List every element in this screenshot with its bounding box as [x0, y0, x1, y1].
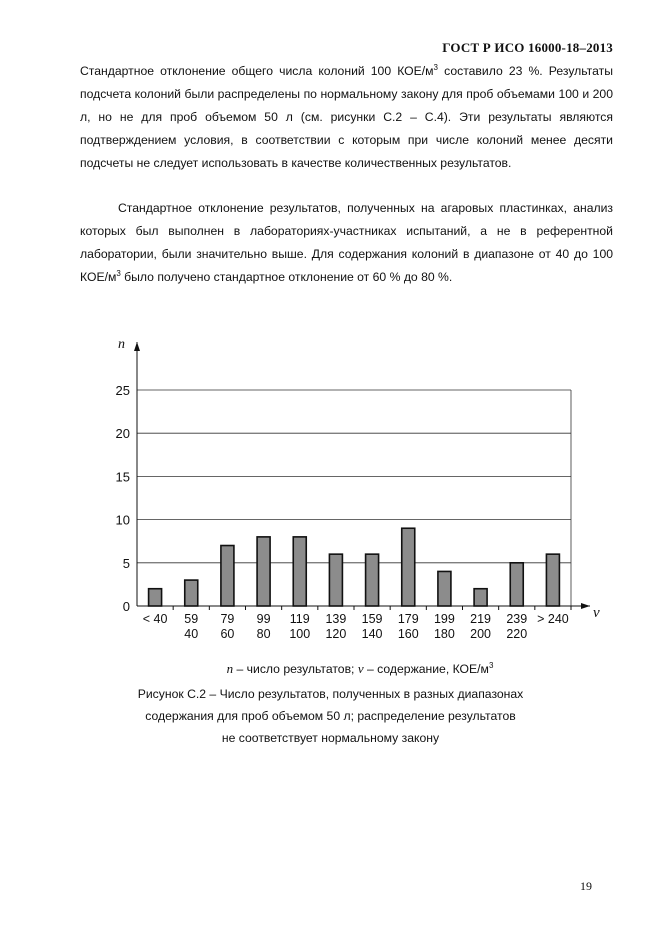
paragraph-2-text-b: было получено стандартное отклонение от 60 % до 80 %.	[120, 270, 453, 284]
chart-grid	[137, 390, 571, 606]
paragraph-2	[80, 197, 613, 289]
x-tick-label: 180	[433, 627, 455, 641]
x-tick-label: 139	[325, 612, 347, 626]
x-tick-label: 40	[184, 627, 199, 641]
legend-superscript: 3	[488, 660, 494, 670]
bar	[257, 537, 270, 606]
bar	[474, 589, 487, 606]
x-tick-label: 60	[220, 627, 235, 641]
bar	[185, 580, 198, 606]
bar	[293, 537, 306, 606]
bar	[329, 554, 342, 606]
y-tick-label: 20	[115, 426, 130, 442]
figure-caption	[0, 683, 661, 749]
page-number: 19	[580, 879, 592, 893]
x-tick-label: 159	[361, 612, 383, 626]
bar	[366, 554, 379, 606]
bar	[510, 563, 523, 606]
x-tick-label: 239	[506, 612, 528, 626]
x-tick-label: 119	[289, 612, 310, 626]
y-axis-arrow	[134, 342, 140, 351]
bar	[402, 528, 415, 606]
chart-bars	[149, 528, 560, 606]
y-tick-label: 5	[122, 555, 130, 571]
y-tick-label: 15	[115, 469, 130, 485]
x-tick-label: 80	[256, 627, 271, 641]
legend-v-text: – содержание, КОЕ/м	[363, 662, 489, 676]
caption-line-2: содержания для проб объемом 50 л; распределение результатов	[145, 709, 516, 723]
x-tick-label: 219	[470, 612, 492, 626]
bar-chart	[0, 330, 661, 650]
y-axis-label: n	[118, 337, 125, 352]
x-tick-label: 100	[289, 627, 311, 641]
x-tick-label: 199	[433, 612, 455, 626]
x-tick-label: 120	[325, 627, 347, 641]
x-tick-label: > 240	[537, 612, 569, 626]
x-tick-label: < 40	[142, 612, 168, 626]
paragraph-2-text-a: Стандартное отклонение результатов, полученных на агаровых пластинках, анализ которых был выполнен в лабораториях-участниках испытаний, а не в референтной лаборатории, были значительно выше. Для содержания колоний в диапазоне от 40 до 100 КОЕ/м	[80, 201, 613, 284]
document-header: ГОСТ Р ИСО 16000-18–2013	[442, 40, 613, 55]
paragraph-1-superscript: 3	[433, 62, 438, 72]
caption-line-1: Рисунок С.2 – Число результатов, полученных в разных диапазонах	[137, 687, 524, 701]
paragraph-1-text-a: Стандартное отклонение общего числа колоний 100 КОЕ/м	[80, 64, 434, 78]
legend-v-symbol: ν	[357, 661, 364, 676]
x-tick-label: 160	[397, 627, 419, 641]
y-tick-label: 25	[115, 383, 130, 398]
caption-line-3: не соответствует нормальному закону	[221, 731, 440, 745]
bar	[221, 546, 234, 606]
bar	[149, 589, 162, 606]
paragraph-2-superscript: 3	[116, 268, 121, 278]
paragraph-1-text-b: составило 23 %. Результаты подсчета колоний были распределены по нормальному закону для проб объемами 100 и 200 л, но не для проб объемом 50 л (см. рисунки С.2 – С.4). Эти результаты являются подтверждением условия, в соответствии с которым при числе колоний менее десяти подсчеты не следует использовать в качестве количественных результатов.	[80, 64, 613, 170]
legend-n-text: – число результатов;	[233, 662, 358, 676]
x-tick-label: 99	[256, 612, 271, 626]
x-tick-label: 220	[506, 627, 528, 641]
x-tick-label: 59	[184, 612, 199, 626]
x-tick-label: 140	[361, 627, 383, 641]
x-axis-arrow	[581, 603, 590, 609]
figure-legend	[60, 658, 660, 680]
y-tick-label: 0	[122, 599, 130, 614]
bar	[546, 554, 559, 606]
legend-n-symbol: n	[226, 661, 234, 676]
paragraph-1	[80, 60, 613, 175]
x-tick-label: 200	[470, 627, 492, 641]
y-tick-label: 10	[115, 512, 130, 528]
x-tick-label: 179	[397, 612, 419, 626]
bar	[438, 571, 451, 606]
x-axis-label: ν	[593, 605, 600, 621]
x-tick-label: 79	[220, 612, 235, 626]
